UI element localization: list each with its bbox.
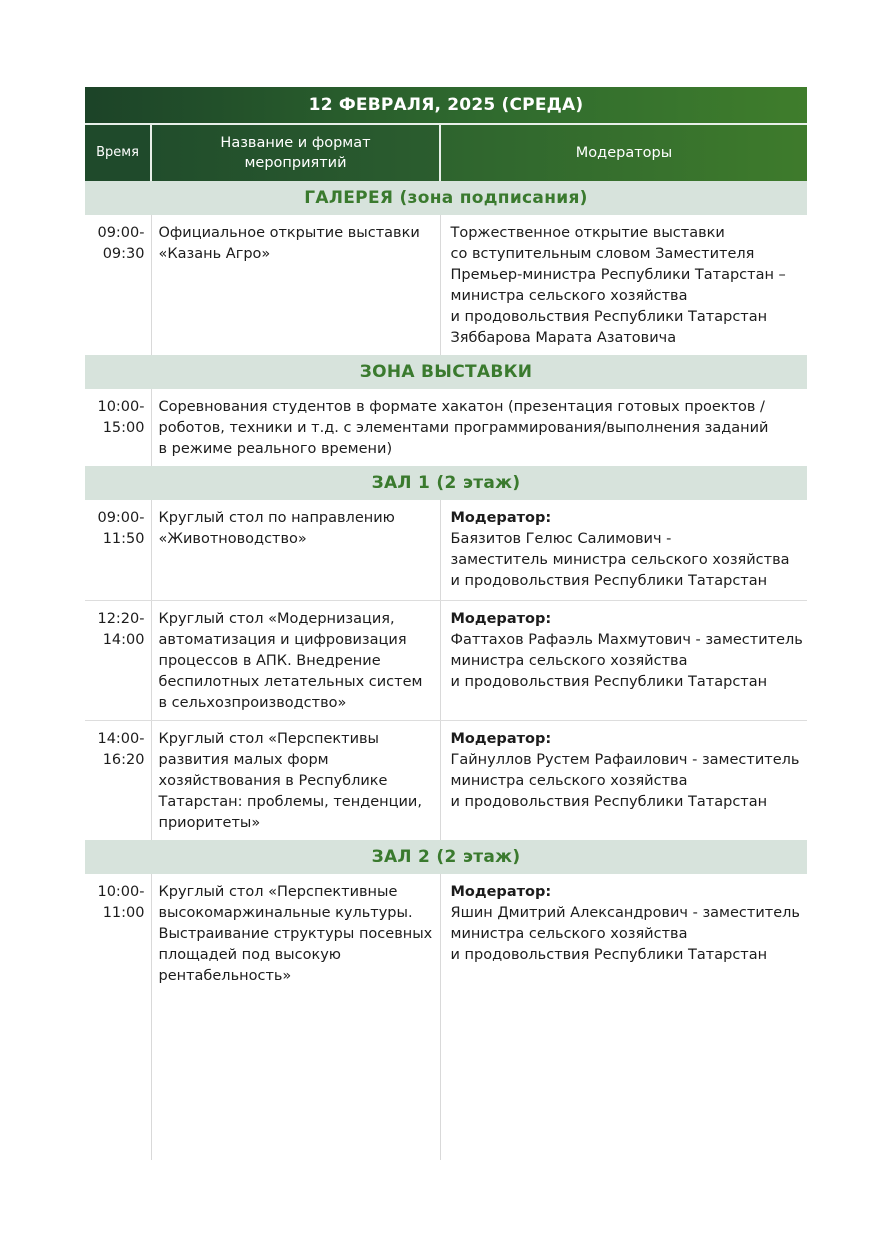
time-end: 09:30: [102, 246, 145, 262]
column-header-moderators: Модераторы: [440, 124, 807, 181]
event-name-line: Круглый стол «Перспективные: [158, 883, 398, 900]
moderator-line: министра сельского хозяйства: [450, 925, 688, 942]
event-name-line: процессов в АПК. Внедрение: [158, 652, 381, 669]
event-moderators: [440, 600, 807, 720]
section-title: ГАЛЕРЕЯ (зона подписания): [85, 181, 807, 215]
moderator-line: со вступительным словом Заместителя: [450, 246, 755, 262]
time-end: 11:50: [102, 531, 145, 547]
event-name-line: Татарстан: проблемы, тенденции,: [158, 793, 422, 810]
date-header-row: [85, 87, 807, 124]
time-start: 10:00-: [97, 883, 145, 900]
section-header-hall-1: [85, 466, 807, 500]
event-name-line: Выстраивание структуры посевных: [158, 925, 433, 942]
time-start: 12:20-: [97, 610, 145, 627]
event-moderators: [440, 720, 807, 840]
event-name-line: беспилотных летательных систем: [158, 673, 423, 690]
table-row: [85, 389, 807, 466]
date-title: 12 ФЕВРАЛЯ, 2025 (СРЕДА): [85, 87, 807, 124]
event-name-line: роботов, техники и т.д. с элементами программирования/выполнения заданий: [158, 420, 769, 436]
section-title: ЗАЛ 1 (2 этаж): [85, 466, 807, 500]
event-time: [85, 720, 151, 840]
time-start: 14:00-: [97, 730, 145, 747]
table-row: [85, 720, 807, 840]
moderator-line: Фаттахов Рафаэль Махмутович - заместитель: [450, 631, 803, 648]
time-end: 11:00: [102, 904, 145, 921]
moderator-line: министра сельского хозяйства: [450, 652, 688, 669]
table-row: [85, 500, 807, 600]
event-name: [151, 720, 440, 840]
column-header-row: [85, 124, 807, 181]
moderator-label: Модератор:: [450, 510, 552, 526]
section-header-exhibition: [85, 355, 807, 389]
schedule-table: [85, 87, 807, 1160]
time-start: 10:00-: [97, 399, 145, 415]
event-name-line: автоматизация и цифровизация: [158, 631, 407, 648]
event-time: [85, 600, 151, 720]
moderator-line: и продовольствия Республики Татарстан: [450, 309, 768, 325]
event-time: [85, 215, 151, 355]
event-name-line: в сельхозпроизводство»: [158, 694, 347, 711]
section-title: ЗОНА ВЫСТАВКИ: [85, 355, 807, 389]
event-time: [85, 500, 151, 600]
event-name-line: рентабельность»: [158, 967, 292, 984]
column-header-event-line: мероприятий: [244, 155, 347, 171]
event-name-line: площадей под высокую: [158, 946, 342, 963]
event-name: [151, 874, 440, 1160]
event-name-line: Круглый стол «Перспективы: [158, 730, 380, 747]
column-header-event: [151, 124, 440, 181]
moderator-label: Модератор:: [450, 883, 552, 900]
moderator-line: Премьер-министра Республики Татарстан –: [450, 267, 786, 283]
event-name: [151, 600, 440, 720]
moderator-line: Яшин Дмитрий Александрович - заместитель: [450, 904, 800, 921]
event-name: [151, 215, 440, 355]
event-name-line: развития малых форм: [158, 751, 329, 768]
event-name: [151, 389, 807, 466]
time-start: 09:00-: [97, 510, 145, 526]
event-name-line: высокомаржинальные культуры.: [158, 904, 413, 921]
event-time: [85, 874, 151, 1160]
event-moderators: [440, 874, 807, 1160]
moderator-line: министра сельского хозяйства: [450, 288, 688, 304]
column-header-time: Время: [85, 124, 151, 181]
event-moderators: [440, 500, 807, 600]
time-end: 15:00: [102, 420, 145, 436]
moderator-line: и продовольствия Республики Татарстан: [450, 946, 768, 963]
time-end: 16:20: [102, 751, 145, 768]
moderator-line: Зяббарова Марата Азатовича: [450, 330, 677, 346]
table-row: [85, 600, 807, 720]
moderator-line: и продовольствия Республики Татарстан: [450, 673, 768, 690]
column-header-event-line: Название и формат: [220, 135, 371, 151]
event-moderators: [440, 215, 807, 355]
event-name-line: хозяйствования в Республике: [158, 772, 388, 789]
event-name-line: Круглый стол «Модернизация,: [158, 610, 395, 627]
event-name-line: «Животноводство»: [158, 531, 307, 547]
event-name: [151, 500, 440, 600]
moderator-line: Торжественное открытие выставки: [450, 225, 725, 241]
event-name-line: приоритеты»: [158, 814, 261, 831]
time-end: 14:00: [102, 631, 145, 648]
moderator-line: министра сельского хозяйства: [450, 772, 688, 789]
moderator-line: Баязитов Гелюс Салимович -: [450, 531, 672, 547]
table-row: [85, 215, 807, 355]
moderator-label: Модератор:: [450, 610, 552, 627]
moderator-line: Гайнуллов Рустем Рафаилович - заместитель: [450, 751, 800, 768]
moderator-line: и продовольствия Республики Татарстан: [450, 793, 768, 810]
moderator-line: и продовольствия Республики Татарстан: [450, 573, 768, 589]
section-header-gallery: [85, 181, 807, 215]
moderator-line: заместитель министра сельского хозяйства: [450, 552, 790, 568]
event-name-line: Соревнования студентов в формате хакатон (презентация готовых проектов /: [158, 399, 765, 415]
event-name-line: в режиме реального времени): [158, 441, 393, 457]
section-title: ЗАЛ 2 (2 этаж): [85, 840, 807, 874]
event-name-line: «Казань Агро»: [158, 246, 271, 262]
event-name-line: Круглый стол по направлению: [158, 510, 395, 526]
event-name-line: Официальное открытие выставки: [158, 225, 420, 241]
table-row: [85, 874, 807, 1160]
section-header-hall-2: [85, 840, 807, 874]
event-time: [85, 389, 151, 466]
moderator-label: Модератор:: [450, 730, 552, 747]
time-start: 09:00-: [97, 225, 145, 241]
